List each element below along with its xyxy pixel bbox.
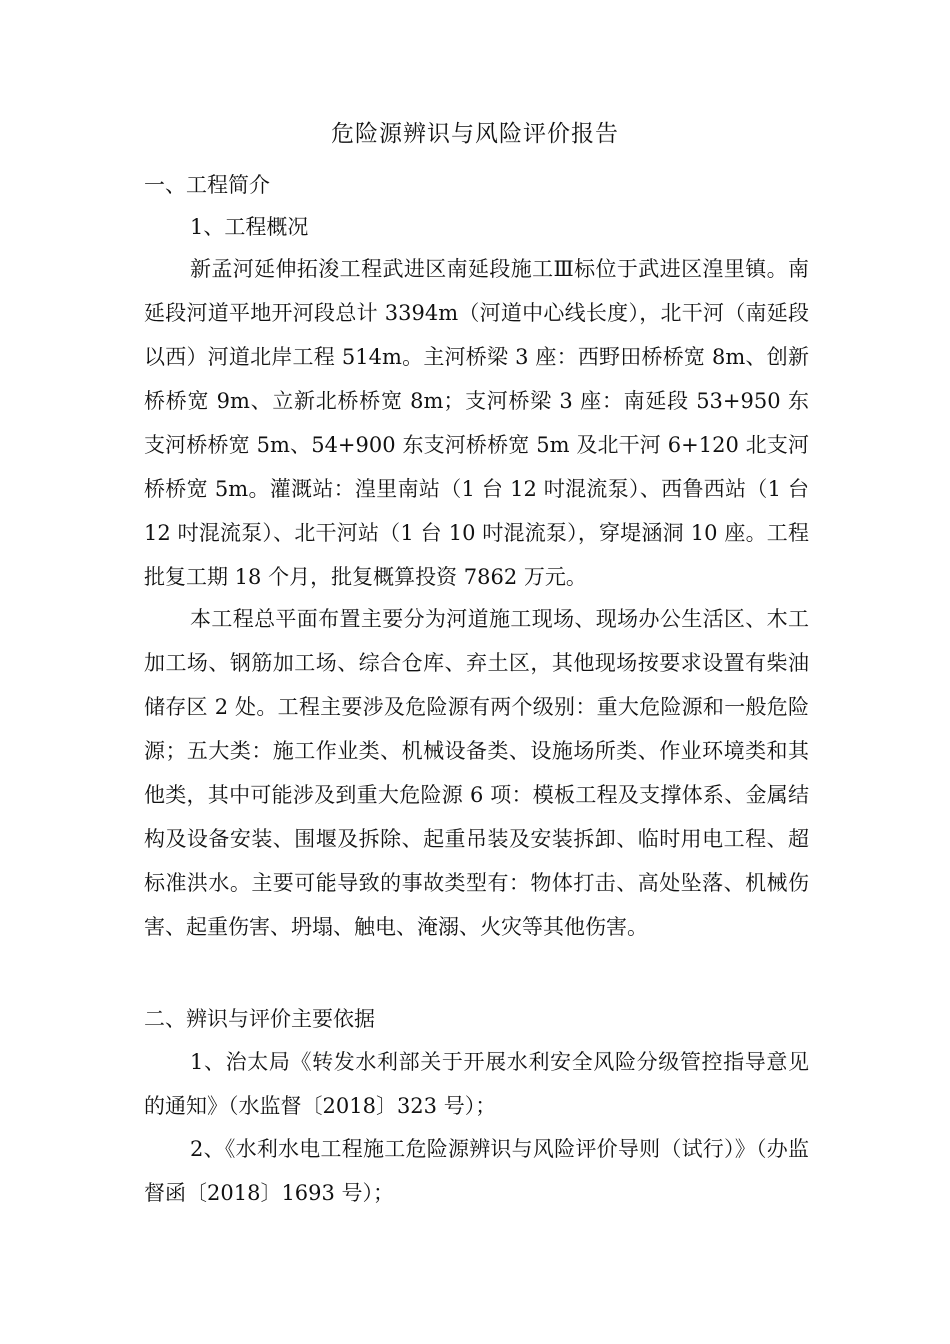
paragraph-project-description: 新孟河延伸拓浚工程武进区南延段施工Ⅲ标位于武进区湟里镇。南延段河道平地开河段总计 3394m（河道中心线长度），北干河（南延段以西）河道北岸工程 514m。主河桥梁 3 座：西野田桥桥宽 8m、创新桥桥宽 9m、立新北桥桥宽 8m；支河桥梁 3 座：南延段 53+950 东支河桥桥宽 5m、54+900 东支河桥桥宽 5m 及北干河 6+120 北支河桥桥宽 5m。灌溉站：湟里南站（1 台 12 吋混流泵）、西鲁西站（1 台 12 吋混流泵）、北干河站（1 台 10 吋混流泵），穿堤涵洞 10 座。工程批复工期 18 个月，批复概算投资 7862 万元。	[144, 257, 809, 589]
section-heading-basis: 二、辨识与评价主要依据	[144, 1007, 375, 1031]
section-heading-project-overview: 一、工程简介	[144, 173, 270, 197]
paragraph-hazard-overview: 本工程总平面布置主要分为河道施工现场、现场办公生活区、木工加工场、钢筋加工场、综合仓库、弃土区，其他现场按要求设置有柴油储存区 2 处。工程主要涉及危险源有两个级别：重大危险源和一般危险源；五大类：施工作业类、机械设备类、设施场所类、作业环境类和其他类，其中可能涉及到重大危险源 6 项：模板工程及支撑体系、金属结构及设备安装、围堰及拆除、起重吊装及安装拆卸、临时用电工程、超标准洪水。主要可能导致的事故类型有：物体打击、高处坠落、机械伤害、起重伤害、坍塌、触电、淹溺、火灾等其他伤害。	[144, 607, 809, 939]
subsection-heading-project-summary: 1、工程概况	[190, 215, 309, 239]
basis-item-2: 2、《水利水电工程施工危险源辨识与风险评价导则（试行）》（办监督函〔2018〕1693 号）；	[144, 1137, 809, 1205]
document-title: 危险源辨识与风险评价报告	[331, 121, 619, 147]
basis-item-1: 1、治太局《转发水利部关于开展水利安全风险分级管控指导意见的通知》（水监督〔2018〕323 号）；	[144, 1050, 809, 1118]
